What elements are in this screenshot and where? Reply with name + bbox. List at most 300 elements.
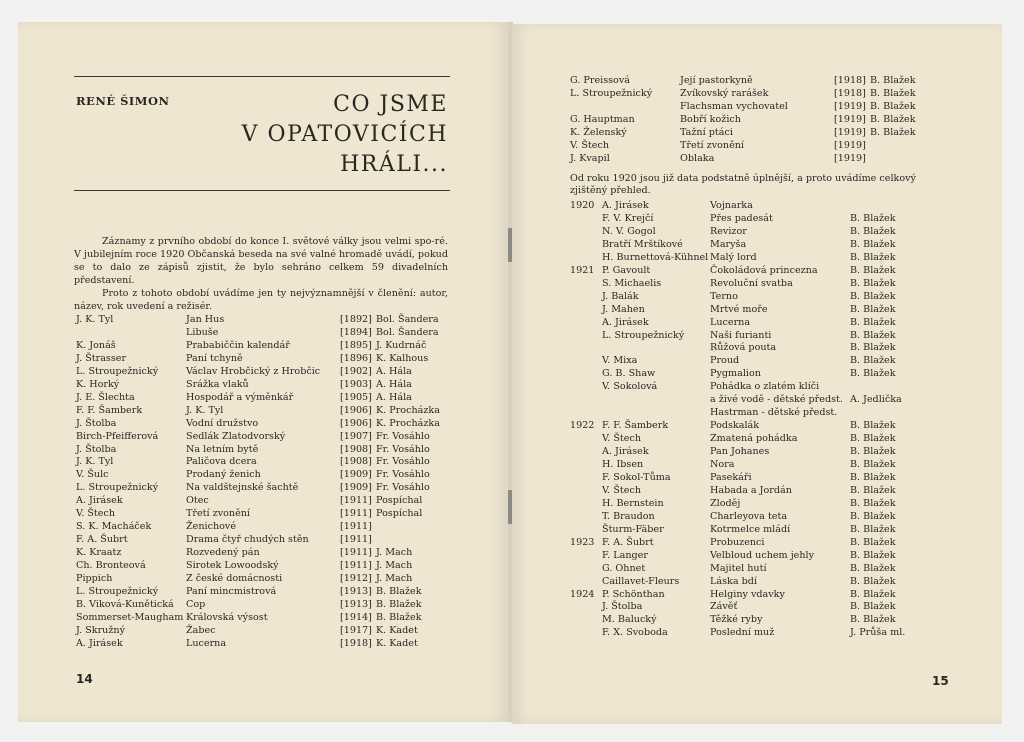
cell-year: [1908] bbox=[340, 456, 372, 468]
cell-author: K. Jonáš bbox=[76, 339, 116, 351]
cell-play: Z české domácnosti bbox=[186, 573, 283, 584]
cell-director: B. Blažek bbox=[870, 126, 916, 138]
cell-author: L. Stroupežnický bbox=[76, 482, 159, 494]
cell-play: Závěť bbox=[710, 601, 738, 613]
cell-author: Pippich bbox=[76, 573, 113, 584]
title-line: V OPATOVICÍCH bbox=[241, 122, 448, 147]
cell-director: B. Blažek bbox=[850, 316, 896, 328]
table-row bbox=[512, 252, 1002, 264]
table-row bbox=[512, 239, 1002, 251]
cell-year: [1911] bbox=[340, 521, 372, 533]
table-row bbox=[512, 459, 1002, 471]
table-row bbox=[512, 265, 1002, 277]
cell-play: Václav Hrobčický z Hrobčic bbox=[186, 365, 321, 377]
table-row bbox=[512, 433, 1002, 445]
table-row bbox=[512, 75, 1002, 87]
cell-year: [1911] bbox=[340, 534, 372, 546]
table-row bbox=[18, 469, 508, 481]
cell-play: Čokoládová princezna bbox=[710, 264, 818, 276]
table-row bbox=[512, 550, 1002, 562]
cell-author: H. Ibsen bbox=[602, 459, 644, 470]
table-row bbox=[512, 127, 1002, 139]
cell-author: F. F. Šamberk bbox=[602, 420, 669, 432]
cell-play: Maryša bbox=[710, 238, 747, 250]
cell-director: B. Blažek bbox=[850, 342, 896, 354]
cell-play: Libuše bbox=[186, 326, 219, 338]
cell-year: [1919] bbox=[834, 139, 866, 151]
cell-play: Pasekáři bbox=[710, 471, 752, 483]
cell-author: J. Balák bbox=[602, 290, 639, 302]
article-title bbox=[242, 90, 448, 180]
table-row bbox=[18, 418, 508, 430]
cell-author: S. K. Macháček bbox=[76, 521, 152, 533]
cell-director: B. Blažek bbox=[850, 290, 896, 302]
cell-director: B. Blažek bbox=[850, 446, 896, 458]
cell-year: [1919] bbox=[834, 152, 866, 164]
top-rule bbox=[74, 76, 450, 77]
table-row bbox=[18, 625, 508, 637]
overview-paragraph: Od roku 1920 jsou již data podstatně úplnější, a proto uvádíme celkový zjištěný přehled. bbox=[570, 173, 916, 197]
cell-director: B. Blažek bbox=[850, 251, 896, 263]
cell-play: Srážka vlaků bbox=[186, 378, 249, 390]
cell-author: J. Štrasser bbox=[76, 352, 127, 364]
table-row bbox=[512, 472, 1002, 484]
intro-paragraph: Proto z tohoto období uvádíme jen ty nejvýznamnější v členění: autor, název, rok uvedení a režisér. bbox=[74, 287, 448, 312]
cell-year: 1920 bbox=[570, 200, 595, 211]
cell-play: Žabec bbox=[186, 624, 216, 636]
cell-year: [1913] bbox=[340, 598, 372, 610]
table-row bbox=[512, 317, 1002, 329]
table-row bbox=[18, 599, 508, 611]
cell-author: H. Burnettová-Kühnel bbox=[602, 251, 709, 263]
table-row bbox=[512, 114, 1002, 126]
cell-director: K. Procházka bbox=[376, 417, 440, 429]
cell-play: Malý lord bbox=[710, 251, 757, 263]
table-row bbox=[512, 485, 1002, 497]
cell-author: A. Jirásek bbox=[602, 316, 649, 328]
cell-author: B. Viková-Kunětická bbox=[76, 598, 174, 610]
table-row bbox=[512, 355, 1002, 367]
left-page bbox=[18, 22, 508, 722]
article-author: RENÉ ŠIMON bbox=[76, 94, 170, 108]
cell-year: [1909] bbox=[340, 482, 372, 494]
cell-director: B. Blažek bbox=[850, 549, 896, 561]
cell-author: V. Sokolová bbox=[602, 381, 658, 393]
table-row bbox=[512, 601, 1002, 613]
cell-author: J. K. Tyl bbox=[76, 456, 114, 468]
table-row bbox=[512, 614, 1002, 626]
cell-director: A. Hála bbox=[376, 365, 412, 377]
cell-play: Královská výsost bbox=[186, 611, 268, 623]
cell-year: [1896] bbox=[340, 352, 372, 364]
cell-director: B. Blažek bbox=[850, 368, 896, 380]
cell-director: Fr. Vosáhlo bbox=[376, 482, 430, 494]
cell-author: A. Jirásek bbox=[76, 637, 123, 649]
table-row bbox=[18, 327, 508, 339]
cell-play: Revoluční svatba bbox=[710, 277, 793, 289]
cell-author: Caillavet-Fleurs bbox=[602, 575, 680, 587]
cell-play: Drama čtyř chudých stěn bbox=[186, 534, 309, 546]
cell-play: Paličova dcera bbox=[186, 456, 257, 468]
cell-director: B. Blažek bbox=[850, 510, 896, 522]
intro-text bbox=[74, 236, 448, 313]
cell-author: F. Langer bbox=[602, 549, 648, 561]
cell-director: B. Blažek bbox=[850, 277, 896, 289]
cell-play: Vodní družstvo bbox=[186, 417, 259, 429]
cell-author: L. Stroupežnický bbox=[76, 585, 159, 597]
table-row bbox=[18, 560, 508, 572]
table-row bbox=[18, 392, 508, 404]
cell-author: F. V. Krejčí bbox=[602, 212, 654, 224]
cell-year: [1905] bbox=[340, 391, 372, 403]
cell-author: J. Mahen bbox=[602, 303, 645, 315]
cell-play: Pohádka o zlatém klíči bbox=[710, 381, 820, 393]
cell-author: J. Štolba bbox=[76, 417, 117, 429]
cell-director: K. Kadet bbox=[376, 637, 418, 649]
cell-play: Zmatená pohádka bbox=[710, 433, 798, 445]
cell-play: Rozvedený pán bbox=[186, 547, 260, 559]
cell-director: Fr. Vosáhlo bbox=[376, 456, 430, 468]
cell-year: 1921 bbox=[570, 264, 595, 276]
table-row bbox=[512, 88, 1002, 100]
cell-play: Prodaný ženich bbox=[186, 469, 261, 481]
cell-director: B. Blažek bbox=[850, 562, 896, 574]
cell-year: 1924 bbox=[570, 588, 595, 600]
cell-play: Naši furianti bbox=[710, 329, 772, 341]
table-row bbox=[18, 612, 508, 624]
cell-play: Revizor bbox=[710, 225, 747, 237]
table-row bbox=[512, 563, 1002, 575]
cell-author: V. Štech bbox=[602, 433, 642, 445]
cell-play: Tažní ptáci bbox=[680, 126, 733, 138]
table-row bbox=[18, 573, 508, 585]
cell-director: B. Blažek bbox=[850, 471, 896, 483]
cell-director: Pospíchal bbox=[376, 495, 423, 507]
table-row bbox=[512, 226, 1002, 238]
cell-director: B. Blažek bbox=[870, 100, 916, 112]
cell-year: [1918] bbox=[834, 87, 866, 99]
cell-play: Poslední muž bbox=[710, 627, 775, 639]
cell-year: [1902] bbox=[340, 365, 372, 377]
table-row bbox=[18, 456, 508, 468]
cell-director: Bol. Šandera bbox=[376, 314, 439, 325]
cell-play: Hastrman - dětské předst. bbox=[710, 407, 838, 419]
cell-play: Prababiččin kalendář bbox=[186, 339, 290, 351]
cell-play: Nora bbox=[710, 459, 735, 470]
cell-author: G. Ohnet bbox=[602, 562, 646, 574]
cell-director: B. Blažek bbox=[850, 614, 896, 626]
cell-director: B. Blažek bbox=[850, 459, 896, 470]
cell-author: F. F. Šamberk bbox=[76, 404, 143, 416]
cell-year: [1919] bbox=[834, 100, 866, 112]
cell-year: [1919] bbox=[834, 126, 866, 138]
cell-author: G. Hauptman bbox=[570, 113, 635, 125]
cell-author: F. A. Šubrt bbox=[602, 536, 654, 548]
cell-author: P. Schönthan bbox=[602, 588, 665, 600]
table-row bbox=[512, 330, 1002, 342]
cell-author: V. Šulc bbox=[76, 469, 109, 481]
cell-director: B. Blažek bbox=[850, 601, 896, 613]
cell-year: [1908] bbox=[340, 443, 372, 455]
cell-year: [1892] bbox=[340, 314, 372, 325]
table-row bbox=[512, 524, 1002, 536]
cell-director: B. Blažek bbox=[850, 575, 896, 587]
cell-play: Sedlák Zlatodvorský bbox=[186, 430, 286, 442]
table-row bbox=[512, 101, 1002, 113]
cell-author: L. Stroupežnický bbox=[602, 329, 685, 341]
table-row bbox=[512, 407, 1002, 419]
cell-director: B. Blažek bbox=[870, 87, 916, 99]
cell-director: J. Mach bbox=[376, 547, 413, 559]
cell-play: Pan Johanes bbox=[710, 446, 770, 458]
cell-director: B. Blažek bbox=[850, 420, 896, 432]
cell-year: [1895] bbox=[340, 339, 372, 351]
cell-director: B. Blažek bbox=[850, 588, 896, 600]
cell-year: [1907] bbox=[340, 430, 372, 442]
cell-director: B. Blažek bbox=[850, 484, 896, 496]
cell-play: Charleyova teta bbox=[710, 510, 788, 522]
cell-play: Na valdštejnské šachtě bbox=[186, 482, 299, 494]
cell-play: Zloděj bbox=[710, 497, 741, 509]
cell-director: J. Průša ml. bbox=[850, 627, 906, 639]
cell-year: [1919] bbox=[834, 113, 866, 125]
cell-author: J. K. Tyl bbox=[76, 314, 114, 325]
cell-director: J. Mach bbox=[376, 560, 413, 572]
table-row bbox=[512, 368, 1002, 380]
cell-play: Lucerna bbox=[186, 637, 227, 649]
table-row bbox=[18, 379, 508, 391]
table-row bbox=[18, 586, 508, 598]
cell-year: [1918] bbox=[834, 75, 866, 86]
cell-director: B. Blažek bbox=[850, 523, 896, 535]
cell-author: L. Stroupežnický bbox=[76, 365, 159, 377]
cell-play: Třetí zvonění bbox=[680, 139, 744, 151]
cell-play: Její pastorkyně bbox=[680, 75, 753, 86]
cell-author: H. Bernstein bbox=[602, 497, 664, 509]
cell-play: Flachsman vychovatel bbox=[680, 100, 788, 112]
cell-director: A. Jedlička bbox=[850, 394, 902, 406]
cell-director: K. Kalhous bbox=[376, 352, 429, 364]
cell-year: 1923 bbox=[570, 536, 595, 548]
cell-year: [1911] bbox=[340, 508, 372, 520]
cell-author: Sommerset-Maugham bbox=[76, 611, 184, 623]
cell-director: J. Kudrnáč bbox=[376, 339, 427, 351]
cell-director: Fr. Vosáhlo bbox=[376, 443, 430, 455]
cell-author: F. Sokol-Tůma bbox=[602, 471, 671, 483]
cell-play: a živé vodě - dětské předst. bbox=[710, 394, 843, 406]
cell-author: L. Stroupežnický bbox=[570, 87, 653, 99]
cell-play: Ženichové bbox=[186, 521, 237, 533]
cell-author: K. Kraatz bbox=[76, 547, 122, 559]
cell-author: G. Preissová bbox=[570, 75, 630, 86]
cell-play: Paní mincmistrová bbox=[186, 585, 277, 597]
cell-author: P. Gavoult bbox=[602, 264, 651, 276]
table-row bbox=[512, 576, 1002, 588]
table-row bbox=[512, 304, 1002, 316]
cell-play: Podskalák bbox=[710, 420, 760, 432]
cell-author: K. Horký bbox=[76, 378, 120, 390]
table-row bbox=[18, 547, 508, 559]
cell-director: B. Blažek bbox=[870, 75, 916, 86]
cell-year: [1894] bbox=[340, 326, 372, 338]
cell-year: [1906] bbox=[340, 404, 372, 416]
cell-author: V. Štech bbox=[76, 508, 116, 520]
cell-author: V. Mixa bbox=[602, 355, 638, 367]
cell-play: Těžké ryby bbox=[710, 614, 763, 626]
cell-play: Hospodář a výměnkář bbox=[186, 391, 294, 403]
cell-author: Ch. Bronteová bbox=[76, 560, 146, 572]
cell-director: Pospíchal bbox=[376, 508, 423, 520]
cell-author: F. A. Šubrt bbox=[76, 534, 128, 546]
table-row bbox=[512, 213, 1002, 225]
cell-author: K. Želenský bbox=[570, 126, 627, 138]
cell-play: Kotrmelce mládí bbox=[710, 523, 791, 535]
cell-director: B. Blažek bbox=[850, 225, 896, 237]
table-row bbox=[512, 627, 1002, 639]
table-row bbox=[512, 446, 1002, 458]
cell-year: [1911] bbox=[340, 560, 372, 572]
cell-director: B. Blažek bbox=[850, 355, 896, 367]
cell-director: B. Blažek bbox=[870, 113, 916, 125]
cell-play: Paní tchyně bbox=[186, 352, 243, 364]
cell-director: Fr. Vosáhlo bbox=[376, 430, 430, 442]
cell-play: Láska bdí bbox=[710, 575, 757, 587]
table-row bbox=[18, 534, 508, 546]
table-row bbox=[512, 589, 1002, 601]
cell-director: B. Blažek bbox=[850, 433, 896, 445]
cell-play: Pygmalion bbox=[710, 368, 761, 380]
cell-director: Bol. Šandera bbox=[376, 326, 439, 338]
table-row bbox=[18, 638, 508, 650]
cell-year: [1906] bbox=[340, 417, 372, 429]
cell-author: J. Štolba bbox=[602, 601, 643, 613]
cell-director: K. Procházka bbox=[376, 404, 440, 416]
cell-author: T. Braudon bbox=[602, 510, 655, 522]
cell-author: A. Jirásek bbox=[602, 200, 649, 211]
table-row bbox=[512, 394, 1002, 406]
cell-play: Vojnarka bbox=[710, 200, 753, 211]
cell-author: J. Skružný bbox=[76, 624, 126, 636]
cell-play: Jan Hus bbox=[186, 314, 225, 325]
cell-year: [1918] bbox=[340, 637, 372, 649]
cell-play: Mrtvé moře bbox=[710, 303, 768, 315]
table-row bbox=[18, 482, 508, 494]
table-row bbox=[18, 340, 508, 352]
cell-play: Velbloud uchem jehly bbox=[710, 549, 815, 561]
cell-director: A. Hála bbox=[376, 391, 412, 403]
cell-play: Otec bbox=[186, 495, 209, 507]
cell-play: Proud bbox=[710, 355, 740, 367]
table-row bbox=[512, 200, 1002, 212]
table-row bbox=[512, 140, 1002, 152]
right-page bbox=[512, 24, 1002, 724]
table-row bbox=[18, 521, 508, 533]
table-row bbox=[18, 508, 508, 520]
table-row bbox=[18, 314, 508, 326]
cell-year: [1914] bbox=[340, 611, 372, 623]
cell-director: B. Blažek bbox=[376, 585, 422, 597]
cell-author: F. X. Svoboda bbox=[602, 627, 668, 639]
cell-author: J. Kvapil bbox=[570, 152, 610, 164]
cell-director: B. Blažek bbox=[850, 303, 896, 315]
table-row bbox=[18, 353, 508, 365]
table-row bbox=[512, 153, 1002, 165]
cell-year: 1922 bbox=[570, 420, 595, 432]
cell-year: [1909] bbox=[340, 469, 372, 481]
cell-author: A. Jirásek bbox=[602, 446, 649, 458]
cell-director: K. Kadet bbox=[376, 624, 418, 636]
table-row bbox=[512, 381, 1002, 393]
cell-play: Terno bbox=[710, 290, 738, 302]
cell-year: [1912] bbox=[340, 573, 372, 584]
cell-author: A. Jirásek bbox=[76, 495, 123, 507]
cell-author: N. V. Gogol bbox=[602, 225, 656, 237]
cell-year: [1917] bbox=[340, 624, 372, 636]
table-row bbox=[512, 537, 1002, 549]
cell-director: Fr. Vosáhlo bbox=[376, 469, 430, 481]
cell-play: Probuzenci bbox=[710, 536, 765, 548]
cell-director: J. Mach bbox=[376, 573, 413, 584]
cell-author: V. Štech bbox=[602, 484, 642, 496]
table-row bbox=[512, 291, 1002, 303]
cell-play: Přes padesát bbox=[710, 212, 773, 224]
cell-play: Oblaka bbox=[680, 152, 715, 164]
cell-play: Bobří kožich bbox=[680, 113, 741, 125]
cell-year: [1911] bbox=[340, 495, 372, 507]
table-row bbox=[18, 366, 508, 378]
table-row bbox=[18, 444, 508, 456]
cell-play: J. K. Tyl bbox=[186, 404, 224, 416]
table-row bbox=[512, 498, 1002, 510]
page-number: 14 bbox=[76, 672, 93, 686]
cell-play: Růžová pouta bbox=[710, 342, 777, 354]
cell-director: B. Blažek bbox=[376, 611, 422, 623]
cell-year: [1911] bbox=[340, 547, 372, 559]
cell-director: B. Blažek bbox=[850, 238, 896, 250]
table-row bbox=[512, 342, 1002, 354]
cell-author: S. Michaelis bbox=[602, 277, 662, 289]
cell-author: J. Štolba bbox=[76, 443, 117, 455]
table-row bbox=[18, 495, 508, 507]
cell-year: [1913] bbox=[340, 585, 372, 597]
cell-author: Birch-Pfeifferová bbox=[76, 430, 159, 442]
cell-play: Sirotek Lowoodský bbox=[186, 560, 279, 572]
cell-author: M. Balucký bbox=[602, 614, 657, 626]
intro-paragraph: Záznamy z prvního období do konce I. světové války jsou velmi spo-ré. V jubilejním roce 1920 Občanská beseda na své valné hromadě uvádí, pokud se to dalo ze zápisů zjistit, že bylo sehráno celkem 59 divadelních představení. bbox=[74, 236, 448, 286]
cell-director: B. Blažek bbox=[850, 264, 896, 276]
cell-author: V. Štech bbox=[570, 139, 610, 151]
cell-play: Cop bbox=[186, 598, 206, 610]
cell-author: J. E. Šlechta bbox=[76, 391, 135, 403]
title-bottom-rule bbox=[74, 190, 450, 191]
cell-play: Lucerna bbox=[710, 316, 751, 328]
cell-director: B. Blažek bbox=[850, 497, 896, 509]
table-row bbox=[512, 420, 1002, 432]
cell-author: Šturm-Fäber bbox=[602, 523, 664, 535]
cell-play: Helginy vdavky bbox=[710, 588, 785, 600]
cell-year: [1903] bbox=[340, 378, 372, 390]
page-number: 15 bbox=[932, 674, 949, 688]
title-line: HRÁLI... bbox=[340, 152, 448, 177]
title-line: CO JSME bbox=[333, 92, 448, 117]
table-row bbox=[18, 431, 508, 443]
cell-play: Habada a Jordán bbox=[710, 484, 792, 496]
table-row bbox=[512, 511, 1002, 523]
table-row bbox=[18, 405, 508, 417]
cell-play: Třetí zvonění bbox=[186, 508, 250, 520]
cell-director: B. Blažek bbox=[376, 598, 422, 610]
cell-director: B. Blažek bbox=[850, 329, 896, 341]
